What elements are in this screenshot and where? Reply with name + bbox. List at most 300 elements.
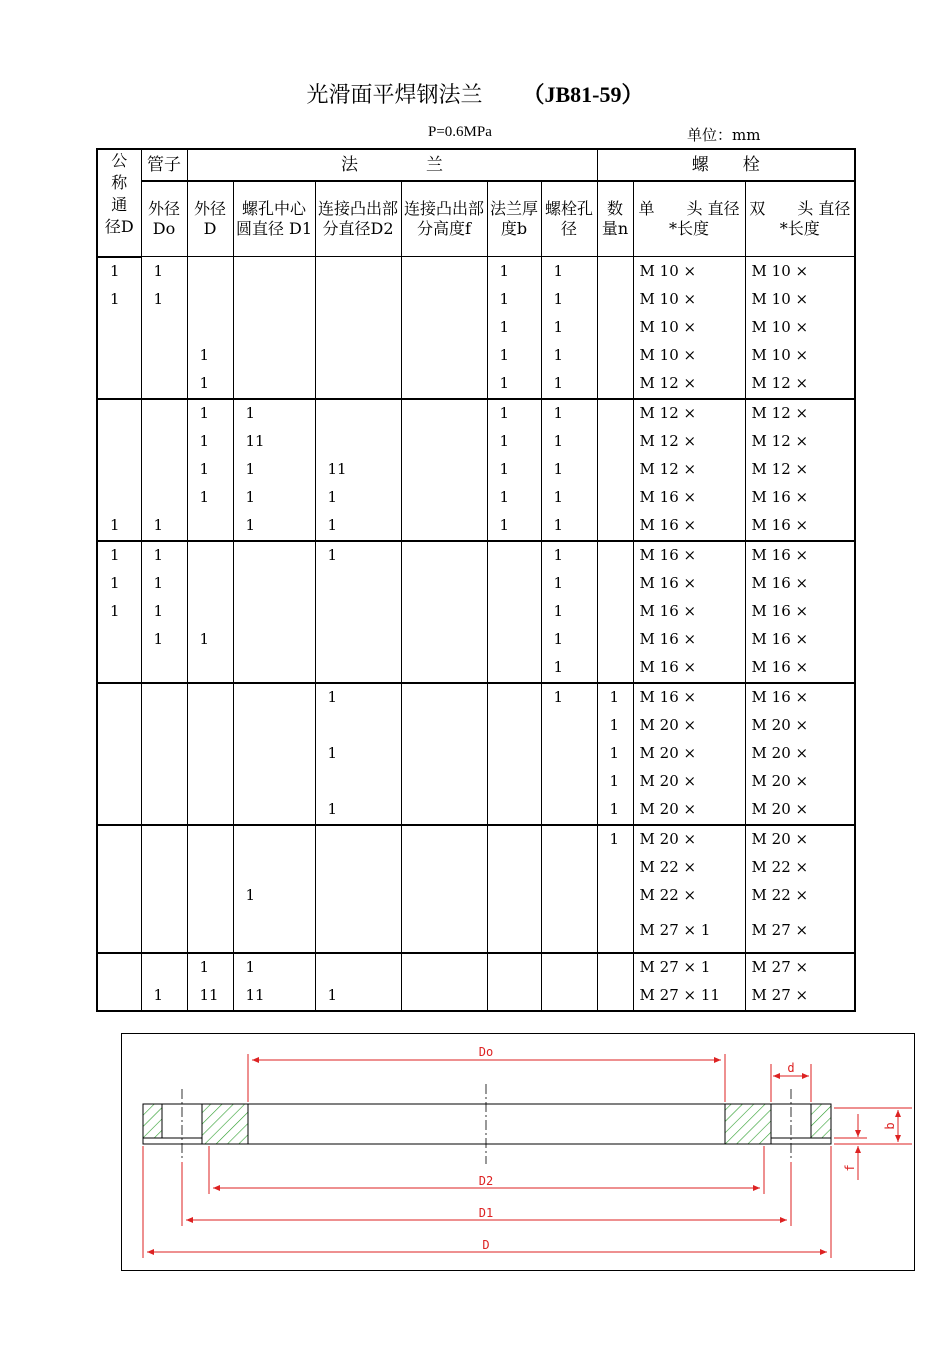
table-cell: M 16 × [745, 541, 855, 570]
table-cell [597, 598, 633, 626]
table-cell: 1 [97, 257, 141, 286]
col-nominal-diameter: 公称通径D [97, 149, 141, 257]
table-cell: 1 [541, 286, 597, 314]
table-row [97, 342, 855, 370]
table-cell: 1 [541, 541, 597, 570]
table-cell: 1 [487, 286, 541, 314]
table-cell: 1 [187, 456, 233, 484]
dimension-lines [143, 1054, 912, 1258]
table-cell [141, 740, 187, 768]
table-cell: M 20 × [633, 740, 745, 768]
unit-label: 单位：mm [687, 126, 761, 144]
table-cell [233, 286, 315, 314]
table-row [97, 825, 855, 854]
label-d2: D2 [478, 1174, 494, 1188]
table-cell [597, 257, 633, 286]
table-cell: 1 [233, 953, 315, 982]
table-cell [233, 654, 315, 683]
table-cell [315, 854, 401, 882]
table-cell: 1 [141, 286, 187, 314]
table-cell: M 16 × [745, 626, 855, 654]
table-cell [401, 456, 487, 484]
table-cell [233, 854, 315, 882]
table-cell: 1 [597, 683, 633, 712]
table-cell [401, 370, 487, 399]
table-cell [97, 342, 141, 370]
table-cell: 1 [597, 740, 633, 768]
table-cell: 1 [141, 982, 187, 1011]
table-cell [487, 712, 541, 740]
flange-section-svg [122, 1034, 914, 1270]
table-cell: 1 [597, 825, 633, 854]
table-cell [187, 768, 233, 796]
table-cell: M 12 × [633, 428, 745, 456]
table-row [97, 982, 855, 1011]
table-row [97, 712, 855, 740]
table-cell: 1 [541, 456, 597, 484]
table-cell [187, 796, 233, 825]
table-cell: 1 [541, 342, 597, 370]
table-cell [401, 654, 487, 683]
table-cell [487, 740, 541, 768]
table-cell [597, 456, 633, 484]
table-cell [97, 399, 141, 428]
table-cell: M 22 × [745, 854, 855, 882]
table-cell [97, 456, 141, 484]
table-row [97, 882, 855, 910]
table-cell: M 20 × [745, 825, 855, 854]
table-cell [97, 854, 141, 882]
table-cell [233, 314, 315, 342]
table-cell [487, 541, 541, 570]
table-cell: 1 [541, 399, 597, 428]
table-cell [187, 683, 233, 712]
col-n: 数量n [597, 181, 633, 257]
table-cell [141, 484, 187, 512]
table-cell: M 10 × [633, 286, 745, 314]
table-cell [141, 768, 187, 796]
table-cell [141, 882, 187, 910]
table-cell [187, 286, 233, 314]
table-cell [541, 712, 597, 740]
table-cell: M 12 × [745, 399, 855, 428]
table-cell [401, 910, 487, 953]
table-cell [97, 428, 141, 456]
col-f: 连接凸出部分高度f [401, 181, 487, 257]
label-d1: D1 [478, 1206, 494, 1220]
table-cell [401, 598, 487, 626]
table-cell [97, 796, 141, 825]
table-cell: 1 [487, 456, 541, 484]
table-cell: M 20 × [745, 740, 855, 768]
table-cell [401, 286, 487, 314]
table-cell [541, 910, 597, 953]
table-cell: 1 [233, 512, 315, 541]
table-row [97, 370, 855, 399]
table-cell [97, 314, 141, 342]
col-bolt: 螺 栓 [597, 149, 855, 181]
table-cell [315, 570, 401, 598]
table-cell: M 27 × 1 [633, 953, 745, 982]
table-cell: 1 [541, 314, 597, 342]
col-b: 法兰厚度b [487, 181, 541, 257]
table-cell [401, 399, 487, 428]
table-cell [597, 882, 633, 910]
table-cell [187, 598, 233, 626]
table-cell [401, 257, 487, 286]
table-cell [541, 953, 597, 982]
table-cell: 1 [315, 982, 401, 1011]
table-cell [141, 399, 187, 428]
table-cell [315, 882, 401, 910]
table-cell [487, 910, 541, 953]
table-cell: M 20 × [745, 796, 855, 825]
table-cell: M 16 × [745, 484, 855, 512]
table-cell [233, 598, 315, 626]
table-cell [315, 598, 401, 626]
table-cell [97, 910, 141, 953]
table-cell [597, 286, 633, 314]
table-cell [141, 654, 187, 683]
table-cell: 1 [187, 626, 233, 654]
col-flange: 法 兰 [187, 149, 597, 181]
table-cell [597, 654, 633, 683]
table-cell [97, 370, 141, 399]
table-cell: M 22 × [633, 854, 745, 882]
table-cell [187, 910, 233, 953]
table-row [97, 910, 855, 953]
table-cell: 1 [97, 512, 141, 541]
table-cell: 1 [487, 314, 541, 342]
table-cell [401, 484, 487, 512]
table-cell [487, 683, 541, 712]
table-row [97, 768, 855, 796]
table-cell: 1 [541, 512, 597, 541]
table-cell: M 12 × [745, 428, 855, 456]
table-cell [487, 982, 541, 1011]
table-cell: 1 [597, 712, 633, 740]
table-cell: M 16 × [745, 570, 855, 598]
table-cell: 1 [97, 598, 141, 626]
table-cell: M 16 × [633, 512, 745, 541]
table-cell: M 16 × [633, 570, 745, 598]
table-cell [487, 882, 541, 910]
label-D: D [482, 1238, 490, 1252]
table-cell: M 16 × [745, 598, 855, 626]
table-cell: 1 [597, 768, 633, 796]
table-cell [187, 712, 233, 740]
table-cell [401, 314, 487, 342]
table-cell [187, 882, 233, 910]
table-cell: M 16 × [633, 484, 745, 512]
table-cell [541, 882, 597, 910]
table-cell [187, 314, 233, 342]
table-cell: 1 [187, 484, 233, 512]
table-cell [401, 683, 487, 712]
page-title [0, 78, 950, 109]
table-cell [597, 541, 633, 570]
table-cell [141, 370, 187, 399]
table-cell: 1 [315, 484, 401, 512]
table-cell [401, 428, 487, 456]
col-single-head: 单 头 直径*长度 [633, 181, 745, 257]
table-row [97, 796, 855, 825]
table-cell: M 10 × [633, 342, 745, 370]
table-cell [233, 825, 315, 854]
title-code: （JB81-59） [522, 82, 644, 107]
table-cell [141, 854, 187, 882]
table-cell: 1 [315, 740, 401, 768]
table-cell [233, 712, 315, 740]
table-cell [141, 712, 187, 740]
label-d: d [787, 1061, 795, 1075]
table-cell: 1 [141, 570, 187, 598]
table-cell [401, 512, 487, 541]
table-cell: M 12 × [745, 370, 855, 399]
table-cell [233, 740, 315, 768]
table-cell [541, 854, 597, 882]
center-lines [182, 1084, 791, 1164]
table-cell [487, 825, 541, 854]
table-cell [233, 796, 315, 825]
table-cell [401, 768, 487, 796]
table-cell: M 16 × [633, 683, 745, 712]
table-cell [401, 740, 487, 768]
table-cell: 1 [541, 683, 597, 712]
table-cell [597, 910, 633, 953]
table-cell [233, 683, 315, 712]
table-cell: 1 [541, 598, 597, 626]
table-cell [97, 484, 141, 512]
table-cell: 1 [187, 370, 233, 399]
table-cell [597, 982, 633, 1011]
table-cell [97, 953, 141, 982]
table-row [97, 683, 855, 712]
table-cell: 1 [541, 570, 597, 598]
table-cell [141, 825, 187, 854]
table-cell [141, 796, 187, 825]
label-f: f [843, 1164, 857, 1172]
table-cell [97, 882, 141, 910]
table-cell [97, 654, 141, 683]
table-cell: M 20 × [633, 768, 745, 796]
table-cell: 1 [315, 512, 401, 541]
table-cell [97, 982, 141, 1011]
table-cell: 1 [487, 484, 541, 512]
table-cell [233, 570, 315, 598]
col-pipe: 管子 [141, 149, 187, 181]
col-d1: 螺孔中心圆直径 D1 [233, 181, 315, 257]
table-row [97, 314, 855, 342]
table-cell [597, 854, 633, 882]
table-cell: 1 [315, 541, 401, 570]
table-cell [597, 342, 633, 370]
table-cell: 11 [315, 456, 401, 484]
table-cell: M 22 × [745, 882, 855, 910]
table-cell: M 10 × [745, 314, 855, 342]
table-cell [597, 570, 633, 598]
table-cell [187, 570, 233, 598]
table-cell [315, 953, 401, 982]
table-cell: M 20 × [633, 796, 745, 825]
table-cell: M 16 × [745, 683, 855, 712]
table-cell: M 20 × [745, 712, 855, 740]
table-row [97, 399, 855, 428]
table-cell [541, 740, 597, 768]
table-cell: 1 [315, 796, 401, 825]
table-cell [233, 910, 315, 953]
table-cell [401, 825, 487, 854]
col-do: 外径Do [141, 181, 187, 257]
table-cell [233, 342, 315, 370]
table-cell: 1 [487, 342, 541, 370]
table-cell [487, 570, 541, 598]
table-cell: M 16 × [745, 512, 855, 541]
table-cell: M 27 × [745, 953, 855, 982]
table-cell: 1 [233, 484, 315, 512]
table-cell [187, 825, 233, 854]
table-cell [401, 953, 487, 982]
table-cell [597, 626, 633, 654]
table-cell [187, 740, 233, 768]
table-cell: 11 [233, 428, 315, 456]
table-cell: M 22 × [633, 882, 745, 910]
table-cell [315, 626, 401, 654]
table-row [97, 428, 855, 456]
table-cell [233, 768, 315, 796]
table-cell [97, 768, 141, 796]
col-double-head: 双 头 直径*长度 [745, 181, 855, 257]
table-cell [315, 654, 401, 683]
table-cell [315, 342, 401, 370]
table-cell: M 16 × [633, 598, 745, 626]
table-cell: M 10 × [745, 257, 855, 286]
table-cell: 1 [541, 257, 597, 286]
table-cell [141, 428, 187, 456]
table-cell: M 20 × [745, 768, 855, 796]
table-cell [487, 598, 541, 626]
table-cell [597, 512, 633, 541]
table-cell [97, 683, 141, 712]
table-cell: 1 [233, 399, 315, 428]
table-cell [487, 953, 541, 982]
flange-spec-table [96, 148, 856, 1012]
table-cell [187, 654, 233, 683]
table-cell [401, 882, 487, 910]
table-cell [541, 768, 597, 796]
table-cell: 1 [141, 598, 187, 626]
table-cell: M 12 × [633, 456, 745, 484]
table-cell [487, 854, 541, 882]
table-cell: 11 [187, 982, 233, 1011]
table-cell: 1 [187, 428, 233, 456]
table-cell [187, 257, 233, 286]
table-cell [487, 768, 541, 796]
table-cell: M 12 × [633, 370, 745, 399]
table-cell [233, 257, 315, 286]
table-cell [315, 825, 401, 854]
table-cell: 11 [233, 982, 315, 1011]
table-cell [597, 428, 633, 456]
table-cell: 1 [541, 484, 597, 512]
table-cell [315, 314, 401, 342]
table-cell [597, 484, 633, 512]
col-bolt-hole: 螺栓孔径 [541, 181, 597, 257]
table-cell: 1 [233, 882, 315, 910]
pressure-label: P=0.6MPa [428, 124, 492, 140]
table-row [97, 541, 855, 570]
table-cell [315, 712, 401, 740]
table-cell: M 27 × [745, 982, 855, 1011]
table-row [97, 512, 855, 541]
table-cell [401, 342, 487, 370]
table-cell: M 16 × [633, 654, 745, 683]
table-cell [233, 370, 315, 399]
table-cell: M 20 × [633, 825, 745, 854]
table-cell [233, 541, 315, 570]
dimension-labels [479, 1045, 897, 1252]
table-cell [597, 314, 633, 342]
table-cell [401, 712, 487, 740]
table-cell [141, 683, 187, 712]
table-cell: 1 [97, 570, 141, 598]
table-cell: 1 [487, 370, 541, 399]
table-cell: 1 [487, 512, 541, 541]
label-b: b [883, 1122, 897, 1130]
table-cell: 1 [187, 953, 233, 982]
table-cell [597, 399, 633, 428]
table-cell: 1 [187, 399, 233, 428]
table-row [97, 854, 855, 882]
table-cell: M 16 × [633, 626, 745, 654]
table-cell [97, 712, 141, 740]
table-cell [401, 796, 487, 825]
table-cell: 1 [141, 626, 187, 654]
table-cell: M 16 × [745, 654, 855, 683]
table-cell: 1 [187, 342, 233, 370]
flange-outline [143, 1104, 831, 1144]
table-cell [401, 541, 487, 570]
table-cell [141, 910, 187, 953]
table-cell: 1 [141, 541, 187, 570]
table-cell [97, 825, 141, 854]
table-row [97, 626, 855, 654]
table-row [97, 570, 855, 598]
table-cell: M 27 × 1 [633, 910, 745, 953]
table-cell [401, 854, 487, 882]
table-cell [541, 796, 597, 825]
table-row [97, 953, 855, 982]
table-cell [597, 370, 633, 399]
table-cell [141, 953, 187, 982]
table-cell [401, 626, 487, 654]
table-cell [315, 768, 401, 796]
table-cell [97, 626, 141, 654]
table-cell [315, 399, 401, 428]
table-cell [315, 370, 401, 399]
table-row [97, 286, 855, 314]
table-cell: 1 [141, 257, 187, 286]
table-cell: 1 [487, 257, 541, 286]
table-cell: M 27 × 11 [633, 982, 745, 1011]
table-row [97, 456, 855, 484]
table-cell: M 16 × [633, 541, 745, 570]
table-cell: 1 [487, 428, 541, 456]
table-cell: 1 [97, 541, 141, 570]
table-cell: 1 [541, 626, 597, 654]
table-cell [315, 257, 401, 286]
table-cell: 1 [97, 286, 141, 314]
